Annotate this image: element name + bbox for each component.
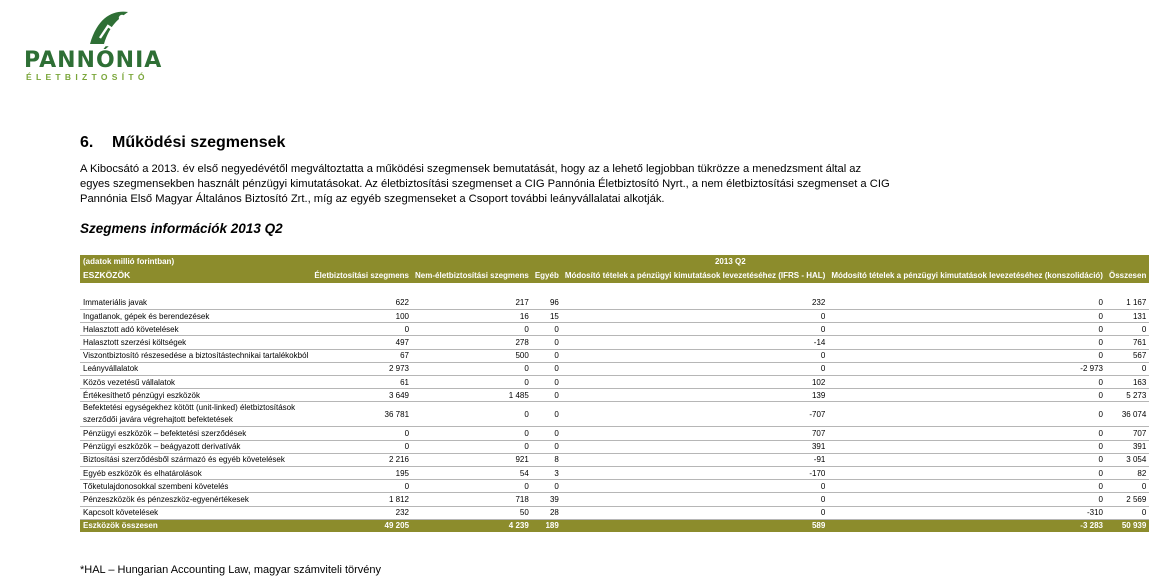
period-label: 2013 Q2 bbox=[311, 255, 1149, 268]
row-label: Halasztott szerzési költségek bbox=[80, 336, 311, 349]
table-cell: 8 bbox=[532, 453, 562, 466]
table-cell: 0 bbox=[412, 440, 532, 453]
total-row bbox=[80, 519, 1149, 532]
table-cell: 15 bbox=[532, 310, 562, 323]
table-cell: 707 bbox=[562, 427, 829, 440]
table-row bbox=[80, 296, 1149, 309]
logo-wordmark: PANNÓNIA bbox=[24, 48, 163, 73]
table-body bbox=[80, 296, 1149, 519]
column-header: Nem-életbiztosítási szegmens bbox=[412, 268, 532, 283]
table-cell: 1 167 bbox=[1106, 296, 1149, 309]
table-cell: 0 bbox=[562, 480, 829, 493]
table-cell: 0 bbox=[532, 427, 562, 440]
table-cell: 0 bbox=[828, 296, 1106, 309]
table-row bbox=[80, 389, 1149, 402]
table-cell: 5 273 bbox=[1106, 389, 1149, 402]
table-cell: 0 bbox=[828, 349, 1106, 362]
table-cell: 0 bbox=[412, 402, 532, 427]
total-cell: 589 bbox=[562, 519, 829, 532]
table-cell: 0 bbox=[828, 480, 1106, 493]
table-cell: 622 bbox=[311, 296, 412, 309]
table-cell: 0 bbox=[412, 323, 532, 336]
table-cell: 0 bbox=[562, 362, 829, 375]
table-cell: 2 973 bbox=[311, 362, 412, 375]
row-label: Pénzügyi eszközök – befektetési szerződések bbox=[80, 427, 311, 440]
total-cell: 4 239 bbox=[412, 519, 532, 532]
row-label: Tőketulajdonosokkal szembeni követelés bbox=[80, 480, 311, 493]
section-number: 6. bbox=[80, 134, 94, 151]
table-cell: 2 216 bbox=[311, 453, 412, 466]
table-cell: 0 bbox=[311, 323, 412, 336]
total-cell: 50 939 bbox=[1106, 519, 1149, 532]
section-heading bbox=[80, 134, 285, 152]
table-cell: 0 bbox=[1106, 362, 1149, 375]
table-cell: 0 bbox=[828, 466, 1106, 479]
table-cell: 761 bbox=[1106, 336, 1149, 349]
table-cell: 0 bbox=[532, 402, 562, 427]
table-cell: 0 bbox=[1106, 506, 1149, 519]
table-cell: 2 569 bbox=[1106, 493, 1149, 506]
table-cell: 67 bbox=[311, 349, 412, 362]
table-row bbox=[80, 323, 1149, 336]
table-cell: 0 bbox=[828, 310, 1106, 323]
table-cell: 36 074 bbox=[1106, 402, 1149, 427]
table-cell: 195 bbox=[311, 466, 412, 479]
column-header: Egyéb bbox=[532, 268, 562, 283]
table-cell: 0 bbox=[828, 427, 1106, 440]
table-row bbox=[80, 310, 1149, 323]
table-row bbox=[80, 376, 1149, 389]
table-cell: 718 bbox=[412, 493, 532, 506]
table-cell: 3 bbox=[532, 466, 562, 479]
table-cell: 0 bbox=[412, 376, 532, 389]
table-row bbox=[80, 453, 1149, 466]
table-cell: 0 bbox=[412, 362, 532, 375]
table-cell: 0 bbox=[828, 453, 1106, 466]
row-label: Biztosítási szerződésből származó és egyéb követelések bbox=[80, 453, 311, 466]
table-cell: 0 bbox=[828, 440, 1106, 453]
unit-label: (adatok millió forintban) bbox=[80, 255, 311, 268]
table-cell: 0 bbox=[311, 480, 412, 493]
table-row bbox=[80, 349, 1149, 362]
table-cell: 0 bbox=[412, 480, 532, 493]
table-cell: 131 bbox=[1106, 310, 1149, 323]
table-cell: 0 bbox=[311, 427, 412, 440]
section-title: Működési szegmensek bbox=[112, 134, 286, 151]
table-cell: 1 485 bbox=[412, 389, 532, 402]
column-header: Módosító tételek a pénzügyi kimutatások levezetéséhez (IFRS - HAL) bbox=[562, 268, 829, 283]
table-cell: -2 973 bbox=[828, 362, 1106, 375]
table-row bbox=[80, 402, 1149, 427]
table-cell: 82 bbox=[1106, 466, 1149, 479]
row-label: Egyéb eszközök és elhatárolások bbox=[80, 466, 311, 479]
table-cell: 0 bbox=[532, 480, 562, 493]
table-cell: 28 bbox=[532, 506, 562, 519]
table-cell: 0 bbox=[828, 323, 1106, 336]
table-cell: 3 054 bbox=[1106, 453, 1149, 466]
table-cell: 0 bbox=[532, 389, 562, 402]
table-row bbox=[80, 427, 1149, 440]
table-row bbox=[80, 362, 1149, 375]
column-header: Módosító tételek a pénzügyi kimutatások levezetéséhez (konszolidáció) bbox=[828, 268, 1106, 283]
row-label: Ingatlanok, gépek és berendezések bbox=[80, 310, 311, 323]
column-header: Összesen bbox=[1106, 268, 1149, 283]
table-cell: 497 bbox=[311, 336, 412, 349]
table-subtitle: Szegmens információk 2013 Q2 bbox=[80, 221, 283, 236]
row-label: Kapcsolt követelések bbox=[80, 506, 311, 519]
table-cell: 278 bbox=[412, 336, 532, 349]
table-cell: 50 bbox=[412, 506, 532, 519]
table-cell: 391 bbox=[1106, 440, 1149, 453]
table-cell: 500 bbox=[412, 349, 532, 362]
table-header-period-row bbox=[80, 255, 1149, 268]
table-row bbox=[80, 466, 1149, 479]
logo-tagline: ÉLETBIZTOSÍTÓ bbox=[26, 72, 149, 82]
row-label: Halasztott adó követelések bbox=[80, 323, 311, 336]
table-row bbox=[80, 506, 1149, 519]
table-cell: 3 649 bbox=[311, 389, 412, 402]
table-cell: 567 bbox=[1106, 349, 1149, 362]
table-cell: 0 bbox=[1106, 323, 1149, 336]
row-label: Leányvállalatok bbox=[80, 362, 311, 375]
table-cell: 0 bbox=[532, 323, 562, 336]
table-cell: 0 bbox=[562, 493, 829, 506]
table-cell: 163 bbox=[1106, 376, 1149, 389]
table-cell: 217 bbox=[412, 296, 532, 309]
table-cell: 39 bbox=[532, 493, 562, 506]
row-label: Közös vezetésű vállalatok bbox=[80, 376, 311, 389]
table-cell: 0 bbox=[562, 310, 829, 323]
table-cell: 1 812 bbox=[311, 493, 412, 506]
table-cell: 232 bbox=[311, 506, 412, 519]
section-label: ESZKÖZÖK bbox=[80, 268, 311, 283]
row-label: Értékesíthető pénzügyi eszközök bbox=[80, 389, 311, 402]
table-cell: 391 bbox=[562, 440, 829, 453]
table-cell: 0 bbox=[562, 506, 829, 519]
table-cell: 0 bbox=[828, 389, 1106, 402]
table-row bbox=[80, 493, 1149, 506]
table-cell: 0 bbox=[532, 362, 562, 375]
total-cell: -3 283 bbox=[828, 519, 1106, 532]
table-cell: 139 bbox=[562, 389, 829, 402]
table-cell: 0 bbox=[828, 336, 1106, 349]
table-cell: 96 bbox=[532, 296, 562, 309]
segment-table bbox=[80, 255, 1149, 532]
table-row bbox=[80, 440, 1149, 453]
column-header: Életbiztosítási szegmens bbox=[311, 268, 412, 283]
table-cell: 0 bbox=[532, 349, 562, 362]
table-header-columns-row bbox=[80, 268, 1149, 283]
company-logo bbox=[22, 8, 192, 80]
row-label: Viszontbiztosító részesedése a biztosítástechnikai tartalékokból bbox=[80, 349, 311, 362]
table-cell: -91 bbox=[562, 453, 829, 466]
row-label: Immateriális javak bbox=[80, 296, 311, 309]
table-row bbox=[80, 480, 1149, 493]
total-cell: 189 bbox=[532, 519, 562, 532]
table-cell: 0 bbox=[311, 440, 412, 453]
table-cell: -707 bbox=[562, 402, 829, 427]
runner-icon bbox=[84, 8, 130, 48]
table-cell: 61 bbox=[311, 376, 412, 389]
table-cell: 0 bbox=[828, 402, 1106, 427]
table-cell: 0 bbox=[412, 427, 532, 440]
table-cell: -170 bbox=[562, 466, 829, 479]
table-cell: 0 bbox=[562, 349, 829, 362]
table-cell: 54 bbox=[412, 466, 532, 479]
row-label: Pénzeszközök és pénzeszköz-egyenértékesek bbox=[80, 493, 311, 506]
table-cell: 0 bbox=[532, 376, 562, 389]
table-row bbox=[80, 336, 1149, 349]
row-label: Befektetési egységekhez kötött (unit-linked) életbiztosítások szerződői javára végrehajtott befektetések bbox=[80, 402, 311, 427]
table-cell: 0 bbox=[828, 376, 1106, 389]
table-cell: 100 bbox=[311, 310, 412, 323]
table-cell: -310 bbox=[828, 506, 1106, 519]
table-cell: -14 bbox=[562, 336, 829, 349]
table-cell: 36 781 bbox=[311, 402, 412, 427]
row-label: Pénzügyi eszközök – beágyazott derivatívák bbox=[80, 440, 311, 453]
table-cell: 0 bbox=[828, 493, 1106, 506]
table-cell: 0 bbox=[1106, 480, 1149, 493]
total-cell: 49 205 bbox=[311, 519, 412, 532]
table-cell: 232 bbox=[562, 296, 829, 309]
table-cell: 707 bbox=[1106, 427, 1149, 440]
table-cell: 102 bbox=[562, 376, 829, 389]
table-cell: 0 bbox=[532, 440, 562, 453]
total-label: Eszközök összesen bbox=[80, 519, 311, 532]
intro-paragraph: A Kibocsátó a 2013. év első negyedévétől megváltoztatta a működési szegmensek bemutatását, hogy az a lehető legjobban tükrözze a menedzsment által az egyes szegmensekben használt pénzügyi kimutatásokat. Az életbiztosítási szegmenset a CIG Pannónia Életbiztosító Nyrt., a nem életbiztosítási szegmenset a CIG Pannónia Első Magyar Általános Biztosító Zrt., míg az egyéb szegmenseket a Csoport további leányvállalatai alkotják. bbox=[80, 163, 890, 205]
table-cell: 16 bbox=[412, 310, 532, 323]
table-cell: 921 bbox=[412, 453, 532, 466]
table-cell: 0 bbox=[562, 323, 829, 336]
footnote: *HAL – Hungarian Accounting Law, magyar számviteli törvény bbox=[80, 564, 382, 576]
table-cell: 0 bbox=[532, 336, 562, 349]
